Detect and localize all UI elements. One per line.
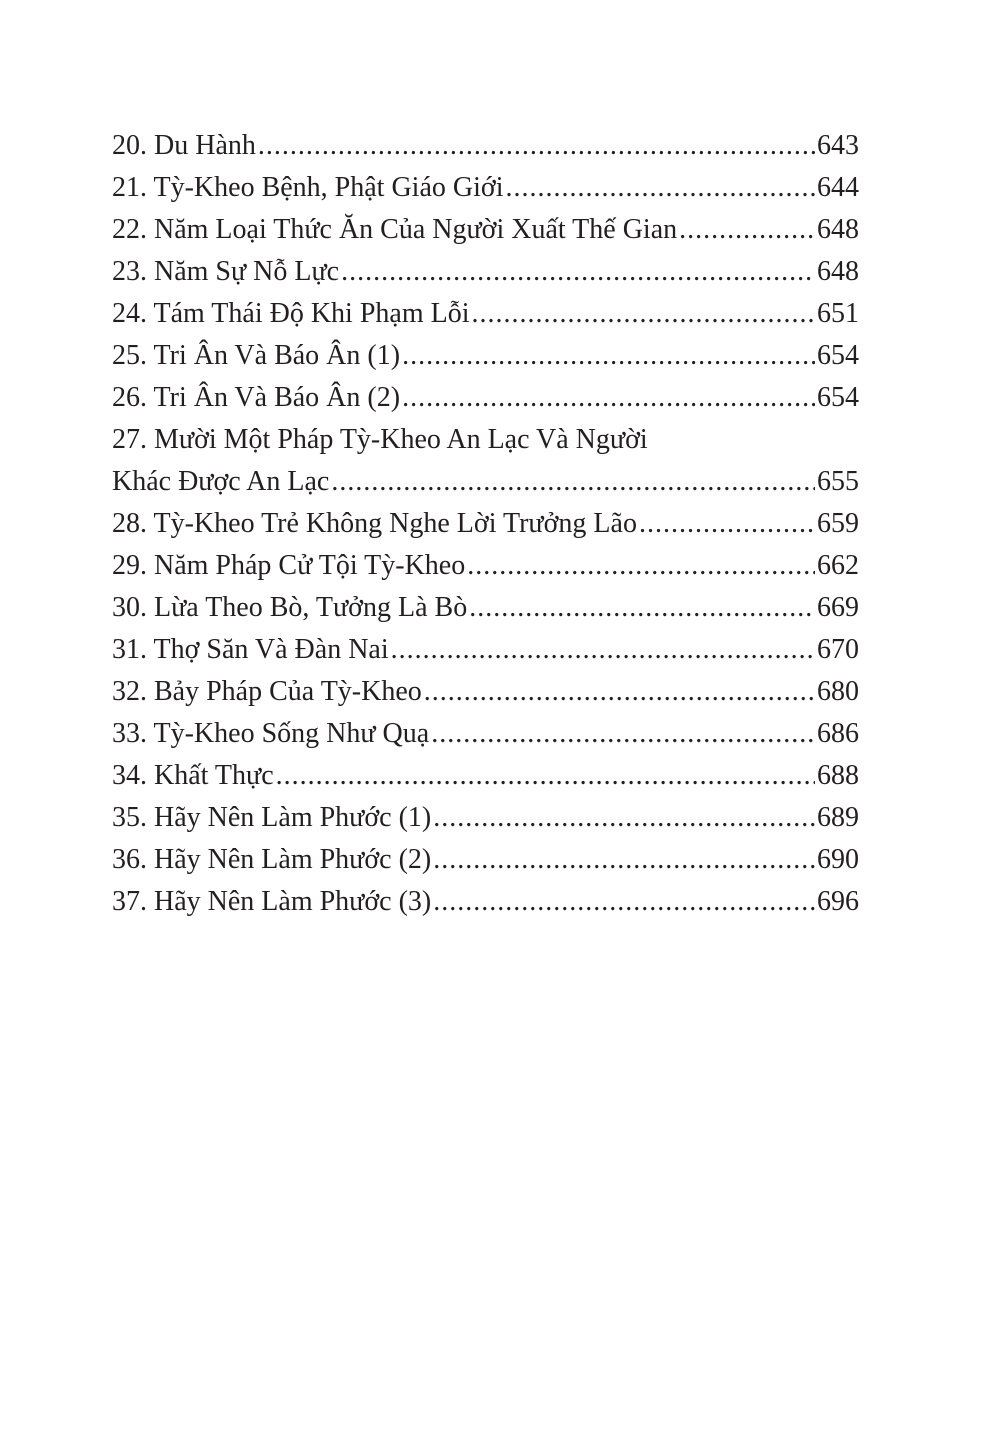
toc-entry-page: 648: [817, 256, 859, 287]
toc-entry: [112, 629, 859, 671]
dot-leader: [433, 797, 815, 839]
toc-entry-title: 28. Tỳ-Kheo Trẻ Không Nghe Lời Trưởng Lão: [112, 508, 637, 539]
toc-entry: [112, 755, 859, 797]
toc-entry: [112, 335, 859, 377]
toc-entry-title: 35. Hãy Nên Làm Phước (1): [112, 802, 432, 833]
toc-entry-page: 670: [817, 634, 859, 665]
toc-entry: [112, 251, 859, 293]
dot-leader: [341, 251, 815, 293]
toc-entry-title: 27. Mười Một Pháp Tỳ-Kheo An Lạc Và Người: [112, 424, 648, 455]
toc-entry-title: 30. Lừa Theo Bò, Tưởng Là Bò: [112, 592, 468, 623]
table-of-contents: [112, 125, 859, 923]
toc-entry: [112, 167, 859, 209]
dot-leader: [433, 839, 815, 881]
toc-entry-title: 26. Tri Ân Và Báo Ân (2): [112, 382, 401, 413]
toc-entry-title: 22. Năm Loại Thức Ăn Của Người Xuất Thế Gian: [112, 214, 678, 245]
toc-entry: [112, 713, 859, 755]
toc-entry-page: 680: [817, 676, 859, 707]
dot-leader: [402, 335, 815, 377]
dot-leader: [467, 545, 815, 587]
toc-entry-page: 690: [817, 844, 859, 875]
toc-entry-title: 32. Bảy Pháp Của Tỳ-Kheo: [112, 676, 422, 707]
toc-entry-title: 25. Tri Ân Và Báo Ân (1): [112, 340, 401, 371]
toc-entry-title: 29. Năm Pháp Cử Tội Tỳ-Kheo: [112, 550, 466, 581]
toc-entry: [112, 545, 859, 587]
toc-entry-page: 651: [817, 298, 859, 329]
toc-entry-page: 669: [817, 592, 859, 623]
toc-entry: [112, 503, 859, 545]
dot-leader: [402, 377, 815, 419]
toc-entry-title: 31. Thợ Săn Và Đàn Nai: [112, 634, 389, 665]
toc-entry-page: 643: [817, 130, 859, 161]
dot-leader: [276, 755, 815, 797]
toc-entry: [112, 377, 859, 419]
dot-leader: [391, 629, 815, 671]
dot-leader: [433, 881, 815, 923]
dot-leader: [331, 461, 815, 503]
toc-entry: [112, 209, 859, 251]
toc-entry-title: 21. Tỳ-Kheo Bệnh, Phật Giáo Giới: [112, 172, 504, 203]
toc-entry: [112, 125, 859, 167]
dot-leader: [469, 587, 815, 629]
toc-entry-title: 20. Du Hành: [112, 130, 256, 161]
toc-entry-page: 689: [817, 802, 859, 833]
toc-entry: [112, 293, 859, 335]
toc-entry: [112, 587, 859, 629]
toc-entry: [112, 671, 859, 713]
toc-entry-title: 37. Hãy Nên Làm Phước (3): [112, 886, 432, 917]
dot-leader: [472, 293, 816, 335]
toc-entry-title: 34. Khất Thực: [112, 760, 274, 791]
toc-entry-page: 654: [817, 340, 859, 371]
toc-entry-page: 662: [817, 550, 859, 581]
toc-entry-page: 696: [817, 886, 859, 917]
toc-entry: [112, 839, 859, 881]
toc-entry-title: 23. Năm Sự Nỗ Lực: [112, 256, 340, 287]
dot-leader: [505, 167, 815, 209]
toc-entry-page: 659: [817, 508, 859, 539]
toc-entry-page: 688: [817, 760, 859, 791]
toc-entry-page: 644: [817, 172, 859, 203]
toc-entry-page: 655: [817, 466, 859, 497]
toc-entry-page: 648: [817, 214, 859, 245]
toc-entry-title: Khác Được An Lạc: [112, 466, 330, 497]
toc-entry: [112, 461, 859, 503]
toc-entry-title: 24. Tám Thái Độ Khi Phạm Lỗi: [112, 298, 470, 329]
toc-entry-title: 33. Tỳ-Kheo Sống Như Quạ: [112, 718, 430, 749]
toc-entry: [112, 881, 859, 923]
dot-leader: [258, 125, 815, 167]
toc-entry-page: 654: [817, 382, 859, 413]
toc-entry-title: 36. Hãy Nên Làm Phước (2): [112, 844, 432, 875]
dot-leader: [679, 209, 815, 251]
dot-leader: [431, 713, 815, 755]
dot-leader: [639, 503, 815, 545]
toc-entry-page: 686: [817, 718, 859, 749]
dot-leader: [424, 671, 815, 713]
toc-entry: [112, 419, 859, 461]
toc-entry: [112, 797, 859, 839]
